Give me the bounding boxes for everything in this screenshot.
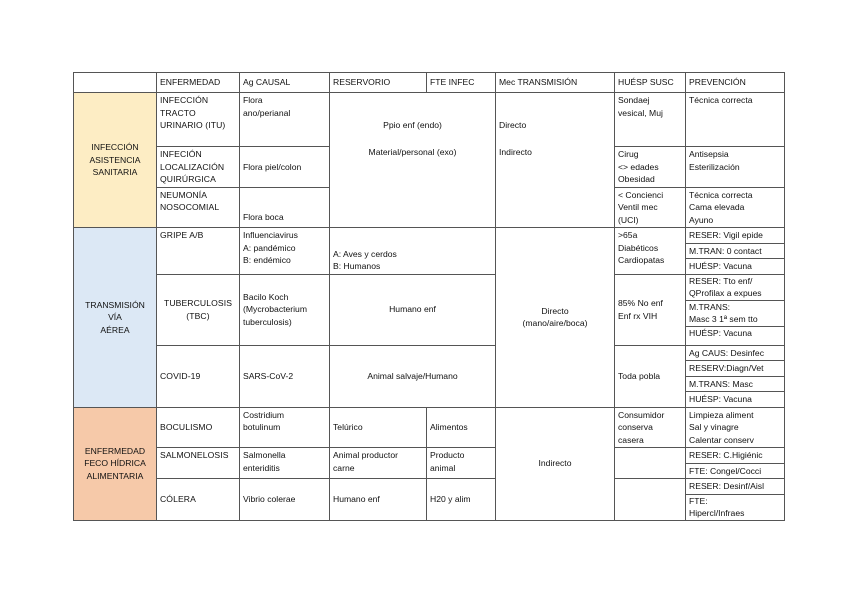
reservoir-cell: Telúrico [330,407,427,448]
reservoir-cell: Humano enf [330,479,427,521]
host-cell: Toda pobla [615,345,686,407]
host-cell: 85% No enf Enf rx VIH [615,274,686,345]
host-cell: < Concienci Ventil mec (UCI) [615,187,686,228]
reservoir-cell: A: Aves y cerdos B: Humanos [330,228,496,275]
table-row [74,228,785,275]
agent-cell: Flora boca [240,187,330,228]
table-row [74,274,785,345]
disease-cell: INFECIÓN LOCALIZACIÓN QUIRÚRGICA [157,147,240,188]
host-cell: >65a Diabéticos Cardiopatas [615,228,686,275]
prevention-cell: Técnica correcta Cama elevada Ayuno [686,187,785,228]
disease-cell: BOCULISMO [157,407,240,448]
agent-cell: Vibrio colerae [240,479,330,521]
agent-cell: Flora ano/perianal [240,93,330,147]
header-cell: Ag CAUSAL [240,73,330,93]
prevention-cell: RESER: Tto enf/ QProfilax a expues M.TRANS: Masc 3 1ª sem tto HUÉSP: Vacuna [686,274,785,345]
disease-cell: COVID-19 [157,345,240,407]
agent-cell: Costridium botulinum [240,407,330,448]
host-cell: Cirug <> edades Obesidad [615,147,686,188]
host-cell [615,448,686,479]
group-label-transmision-aerea: TRANSMISIÓN VÍA AÉREA [74,228,157,408]
table-row [74,479,785,521]
source-cell: Producto animal [427,448,496,479]
prevention-cell: Ag CAUS: Desinfec RESERV:Diagn/Vet M.TRANS: Masc HUÉSP: Vacuna [686,345,785,407]
reservoir-cell: Humano enf [330,274,496,345]
table-row [74,93,785,147]
header-cell [74,73,157,93]
prevention-cell: Limpieza aliment Sal y vinagre Calentar conserv [686,407,785,448]
header-cell: HUÉSP SUSC [615,73,686,93]
prevention-cell: RESER: C.Higiénic FTE: Congel/Cocci [686,448,785,479]
disease-cell: SALMONELOSIS [157,448,240,479]
transmission-cell: Indirecto [496,407,615,520]
disease-cell: INFECCIÓN TRACTO URINARIO (ITU) [157,93,240,147]
prevention-cell: Técnica correcta [686,93,785,147]
agent-cell: Salmonella enteriditis [240,448,330,479]
prevention-cell: RESER: Vigil epide M.TRAN: 0 contact HUÉSP: Vacuna [686,228,785,275]
source-cell: Alimentos [427,407,496,448]
disease-cell: CÓLERA [157,479,240,521]
prevention-cell: RESER: Desinf/Aisl FTE: Hipercl/Infraes [686,479,785,521]
table-row [74,345,785,407]
agent-cell: SARS-CoV-2 [240,345,330,407]
prevention-cell: Antisepsia Esterilización [686,147,785,188]
table-row [74,448,785,479]
group-label-infeccion-asistencia: INFECCIÓN ASISTENCIA SANITARIA [74,93,157,228]
header-row [74,73,785,93]
disease-cell: TUBERCULOSIS (TBC) [157,274,240,345]
transmission-cell: Directo (mano/aire/boca) [496,228,615,408]
header-cell: FTE INFEC [427,73,496,93]
agent-cell: Influenciavirus A: pandémico B: endémico [240,228,330,275]
reservoir-cell: Ppio enf (endo) Material/personal (exo) [330,93,496,228]
agent-cell: Bacilo Koch (Mycrobacterium tuberculosis) [240,274,330,345]
header-cell: PREVENCIÓN [686,73,785,93]
host-cell: Consumidor conserva casera [615,407,686,448]
disease-cell: NEUMONÍA NOSOCOMIAL [157,187,240,228]
transmission-cell: Directo Indirecto [496,93,615,228]
disease-cell: GRIPE A/B [157,228,240,275]
table-row [74,407,785,448]
header-cell: RESERVORIO [330,73,427,93]
header-cell: Mec TRANSMISIÓN [496,73,615,93]
source-cell: H20 y alim [427,479,496,521]
disease-table [73,72,785,521]
reservoir-cell: Animal productor carne [330,448,427,479]
reservoir-cell: Animal salvaje/Humano [330,345,496,407]
host-cell: Sondaej vesical, Muj [615,93,686,147]
group-label-feco-hidrica: ENFERMEDAD FECO HÍDRICA ALIMENTARIA [74,407,157,520]
header-cell: ENFERMEDAD [157,73,240,93]
agent-cell: Flora piel/colon [240,147,330,188]
host-cell [615,479,686,521]
